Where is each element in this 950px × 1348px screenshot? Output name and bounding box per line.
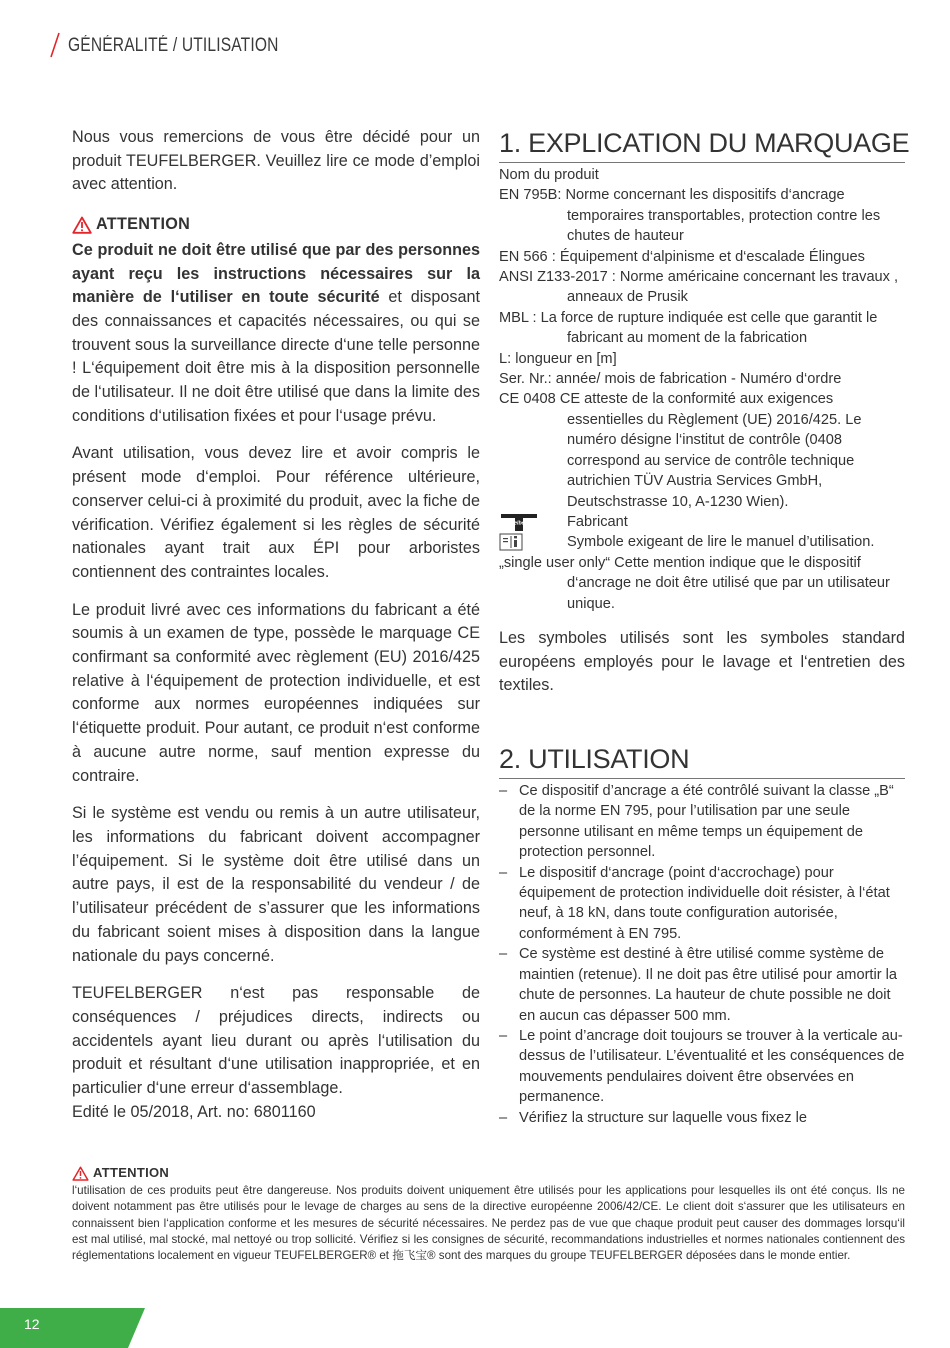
attention-bold-text: Ce produit ne doit être utilisé que par des personnes ayant reçu les instructions nécessaires sur la manière de l‘utiliser en toute sécurité <box>72 240 480 307</box>
section1-title: 1. EXPLICATION DU MARQUAGE <box>499 126 905 163</box>
manufacturer-label: Fabricant <box>567 513 628 530</box>
read-manual-icon <box>499 533 523 551</box>
marking-single-user: „single user only“ Cette mention indique que le dispositif d‘ancrage ne doit être utilisé que par un utilisateur unique. <box>499 554 890 612</box>
manual-symbol-text: Symbole exigeant de lire le manuel d’utilisation. <box>567 534 875 551</box>
teufelberger-logo-icon <box>499 513 539 532</box>
marking-length: L: longueur en [m] <box>499 350 617 367</box>
liability-text: TEUFELBERGER n‘est pas responsable de conséquences / préjudices directs, indirects ou accidentels ayant lieu durant ou après l‘utilisation du produit et résultant d‘une utilisation inappropriée, et en particulier d‘une erreur d‘assemblage. <box>72 984 480 1098</box>
list-dash: – <box>499 864 508 881</box>
list-item: – Vérifiez la structure sur laquelle vous fixez le <box>499 1108 905 1128</box>
attention-rest-text: et disposant des connaissances et capacités nécessaires, ou qui se trouvent sous la surveillance directe d‘une telle personne ! L‘équipement doit être mis à la disposition personnelle de l‘utilisateur. Il ne doit être utilisé que dans la limite des conditions d‘utilisation fixées et pour l‘usage prévu. <box>72 288 480 425</box>
paragraph-read-manual: Avant utilisation, vous devez lire et avoir compris le présent mode d‘emploi. Pour référence ultérieure, conserver celui-ci à proximité du produit, avec la fiche de vérification. Vérifiez également si les règles de sécurité nationales ayant trait aux ÉPI pour arboristes contiennent des contraintes locales. <box>72 444 480 581</box>
right-column <box>499 126 910 1128</box>
marking-en566: EN 566 : Équipement d‘alpinisme et d‘escalade Élingues <box>499 248 865 265</box>
usage-list <box>499 781 905 1128</box>
marking-ansi: ANSI Z133-2017 : Norme américaine concernant les travaux , anneaux de Prusik <box>499 269 899 306</box>
list-dash: – <box>499 1027 508 1044</box>
page-number-tab <box>0 1308 145 1348</box>
textile-symbols-paragraph: Les symboles utilisés sont les symboles standard européens employés pour le lavage et l‘entretien des textiles. <box>499 628 905 695</box>
warning-icon <box>72 216 92 234</box>
red-slash-icon <box>48 32 62 58</box>
attention-label: ATTENTION <box>96 215 191 234</box>
list-item: – Le point d’ancrage doit toujours se trouver à la verticale au-dessus de l’utilisateur. L’éventualité et les conséquences de mouvements pendulaires doivent être observées en permanence. <box>499 1027 905 1106</box>
marking-product-name: Nom du produit <box>499 167 599 183</box>
footer-attention-label: ATTENTION <box>93 1165 170 1180</box>
marking-manufacturer <box>499 512 905 532</box>
page-number: 12 <box>24 1316 40 1332</box>
paragraph-liability <box>72 982 480 1124</box>
list-dash: – <box>499 1109 508 1126</box>
marking-ce: CE 0408 CE atteste de la conformité aux exigences essentielles du Règlement (UE) 2016/425. Le numéro désigne l‘institut de contrôle (0408 correspond au service de contrôle technique autrichien TÜV Austria Services GmbH, Deutschstrasse 10, A-1230 Wien). <box>499 391 862 510</box>
intro-paragraph: Nous vous remercions de vous être décidé pour un produit TEUFELBERGER. Veuillez lire ce mode d’emploi avec attention. <box>72 128 480 194</box>
attention-paragraph <box>72 239 480 429</box>
marking-serial: Ser. Nr.: année/ mois de fabrication - Numéro d‘ordre <box>499 371 842 388</box>
footer-attention <box>72 1165 905 1264</box>
section-header-title: GÉNÉRALITÉ / UTILISATION <box>68 35 279 56</box>
paragraph-ce-conformity: Le produit livré avec ces informations du fabricant a été soumis à un examen de type, possède le marquage CE confirmant sa conformité avec règlement (EU) 2016/425 relative à l‘équipement de protection individuelle, et est conforme aux normes européennes indiquées sur l‘étiquette produit. Pour autant, ce produit n‘est conforme à aucune autre norme, sauf mention expresse du contraire. <box>72 600 480 785</box>
paragraph-resale: Si le système est vendu ou remis à un autre utilisateur, les informations du fabricant doivent accompagner l’équipement. Si le système doit être utilisé dans un autre pays, il est de la responsabilité du vendeur / de l’utilisateur précédent de s’assurer que les informations du fabricant soient mises à disposition dans la langue nationale du pays concerné. <box>72 804 480 965</box>
list-item: – Ce système est destiné à être utilisé comme système de maintien (retenue). Il ne doit pas être utilisé pour amortir la chute de personnes. La hauteur de chute possible ne doit en aucun cas dépasser 500 mm. <box>499 946 897 1024</box>
section2-title: 2. UTILISATION <box>499 742 905 779</box>
warning-icon <box>72 1166 89 1181</box>
marking-en795: EN 795B: Norme concernant les dispositifs d‘ancrage temporaires transportables, protection contre les chutes de hauteur <box>499 187 881 245</box>
marking-manual-symbol <box>499 532 905 552</box>
list-dash: – <box>499 946 508 963</box>
marking-mbl: MBL : La force de rupture indiquée est celle que garantit le fabricant au moment de la fabrication <box>499 309 878 347</box>
footer-attention-heading <box>72 1165 905 1181</box>
list-dash: – <box>499 783 508 800</box>
footer-attention-text: l‘utilisation de ces produits peut être dangereuse. Nos produits doivent uniquement être utilisés pour les applications pour lesquelles ils ont été conçus. Ils ne doivent notamment pas être utilisés pour le levage de charges au sens de la directive européenne 2006/42/CE. Le client doit s‘assurer que les utilisateurs en connaissent bien l‘application conforme et les mesures de sécurité nécessaires. Ne perdez pas de vue que chaque produit peut causer des dommages lorsqu‘il est mal utilisé, mal stocké, mal nettoyé ou trop sollicité. Vérifiez si les consignes de sécurité, recommandations industrielles et normes nationales contiennent des réglementations localement en vigueur TEUFELBERGER® et 拖飞宝® sont des marques du groupe TEUFELBERGER déposées dans le monde entier. <box>72 1184 905 1263</box>
left-column <box>72 126 480 1124</box>
list-item: – Le dispositif d‘ancrage (point d‘accrochage) pour équipement de protection individuelle doit résister, à l‘état neuf, à 18 kN, dans toute configuration autorisée, conformément à EN 795. <box>499 864 890 942</box>
marking-list <box>499 165 905 614</box>
attention-heading <box>72 213 480 237</box>
list-item: – Ce dispositif d’ancrage a été contrôlé suivant la classe „B“ de la norme EN 795, pour l’utilisation par une seule personne utilisant en même temps un équipement de protection personnel. <box>499 783 894 861</box>
edition-text: Edité le 05/2018, Art. no: 6801160 <box>72 1102 316 1121</box>
teufelberger-logo-text: Teufelberger <box>503 520 535 527</box>
